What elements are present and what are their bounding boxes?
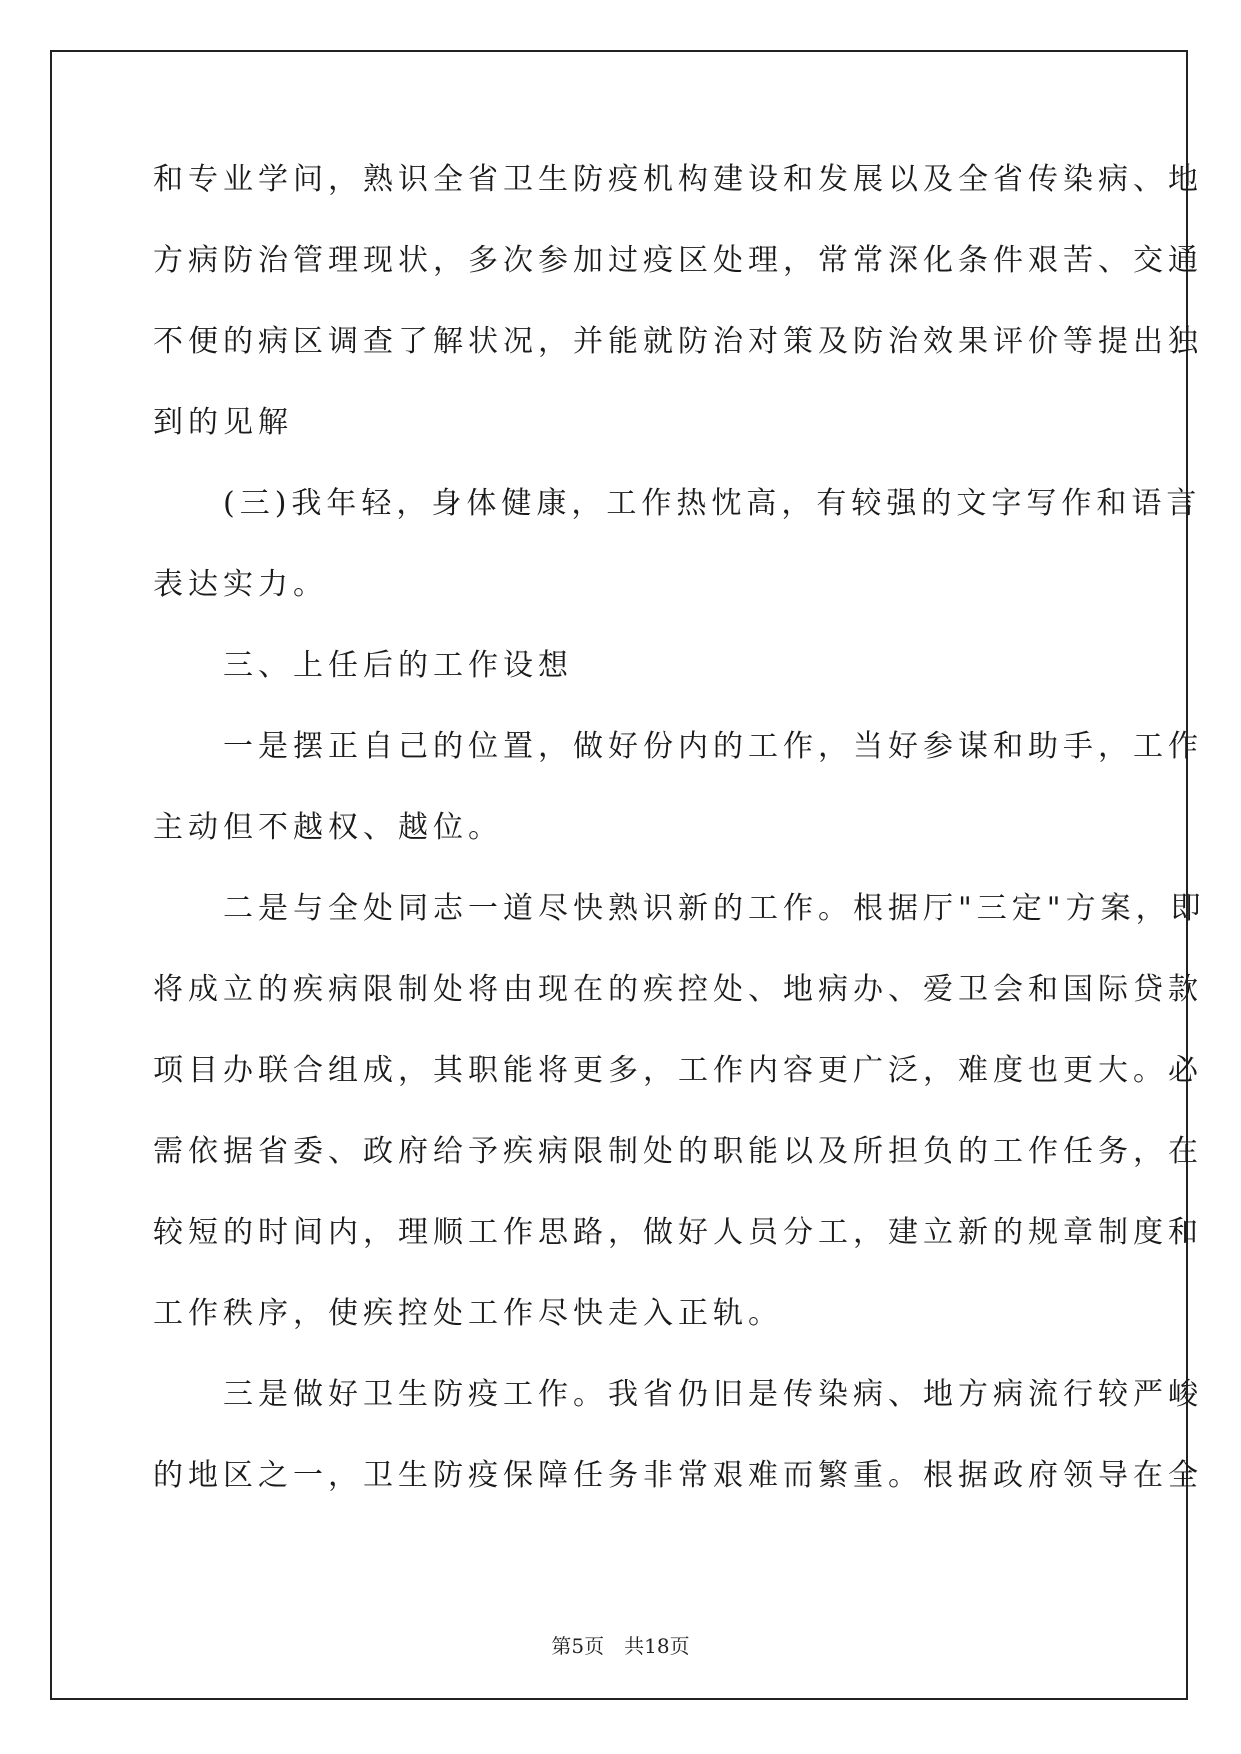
text-line: 一是摆正自己的位置，做好份内的工作，当好参谋和助手，工作	[153, 729, 1203, 764]
text-line: 较短的时间内，理顺工作思路，做好人员分工，建立新的规章制度和	[153, 1215, 1203, 1250]
text-line: 的地区之一，卫生防疫保障任务非常艰难而繁重。根据政府领导在全	[153, 1458, 1203, 1493]
text-line: 主动但不越权、越位。	[153, 810, 503, 845]
text-line: 需依据省委、政府给予疾病限制处的职能以及所担负的工作任务，在	[153, 1134, 1203, 1169]
page-number: 第5页 共18页	[551, 1634, 690, 1658]
text-line: 不便的病区调查了解状况，并能就防治对策及防治效果评价等提出独	[153, 324, 1203, 359]
text-line: 将成立的疾病限制处将由现在的疾控处、地病办、爱卫会和国际贷款	[153, 972, 1203, 1007]
text-line: 工作秩序，使疾控处工作尽快走入正轨。	[153, 1296, 783, 1331]
text-line: (三)我年轻，身体健康，工作热忱高，有较强的文字写作和语言	[153, 486, 1202, 521]
text-line: 二是与全处同志一道尽快熟识新的工作。根据厅"三定"方案，即	[153, 891, 1206, 926]
text-line: 和专业学问，熟识全省卫生防疫机构建设和发展以及全省传染病、地	[153, 162, 1203, 197]
text-line: 项目办联合组成，其职能将更多，工作内容更广泛，难度也更大。必	[153, 1053, 1203, 1088]
section-heading: 三、上任后的工作设想	[153, 648, 573, 683]
text-line: 表达实力。	[153, 567, 328, 602]
text-line: 三是做好卫生防疫工作。我省仍旧是传染病、地方病流行较严峻	[153, 1377, 1203, 1412]
text-line: 方病防治管理现状，多次参加过疫区处理，常常深化条件艰苦、交通	[153, 243, 1203, 278]
document-body	[153, 160, 1206, 1537]
text-line: 到的见解	[153, 405, 293, 440]
